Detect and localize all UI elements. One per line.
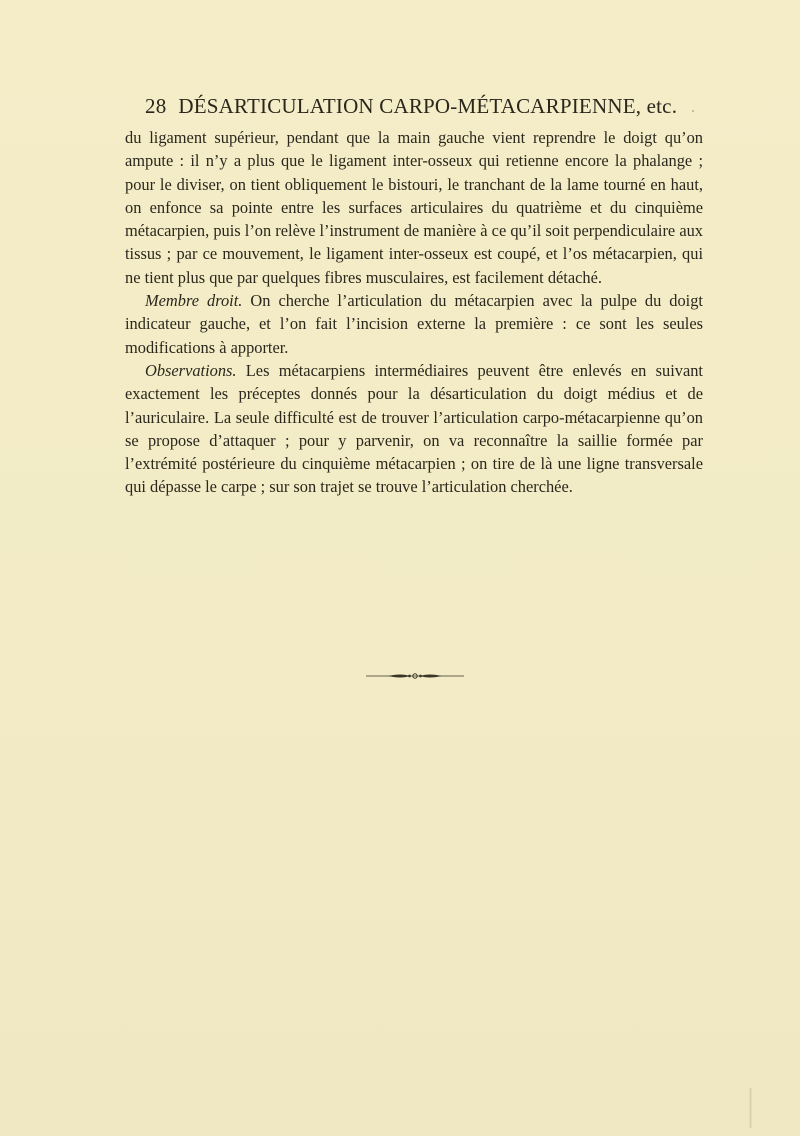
section-end-ornament [366,672,464,680]
running-title: DÉSARTICULATION CARPO-MÉTACARPIENNE, etc. [178,94,678,118]
paragraph-body-observations: Les métacarpiens intermédiaires peuvent être enlevés en suivant exactement les préceptes donnés pour la désarticulation du doigt médius et de l’auriculaire. La seule difficulté est de trouver l’articulation carpo-métacarpienne qu’on se propose d’attaquer ; pour y parvenir, on va reconnaître la saillie formée par l’extrémité postérieure du cinquième métacarpien ; on tire de là une ligne transversale qui dépasse le carpe ; sur son trajet se trouve l’articulation cherchée. [125,360,703,497]
page-number: 28 [145,94,167,118]
paragraph-membre-droit [125,289,703,359]
paragraph-observations [125,359,703,499]
paragraph-lead-observations: Observations. [145,360,237,380]
paragraph-lead-membre-droit: Membre droit. [145,291,243,311]
paragraph-continuation: du ligament supérieur, pendant que la main gauche vient reprendre le doigt qu’on ampute : il n’y a plus que le ligament inter-osseux qui retienne encore la phalange ; pour le diviser, on tient obliquement le bistouri, le tranchant de la lame tourné en haut, on enfonce sa pointe entre les surfaces articulaires du quatrième et du cinquième métacarpien, puis l’on relève l’instrument de manière à ce qu’il soit perpendiculaire aux tissus ; par ce mouvement, le ligament inter-osseux est coupé, et l’os métacarpien, qui ne tient plus que par quelques fibres musculaires, est facilement détaché. [125,128,703,287]
body-text [125,126,703,499]
paper-crease [749,1088,752,1128]
running-header [145,94,678,119]
paragraph-body-membre-droit: On cherche l’articulation du métacarpien avec la pulpe du doigt indicateur gauche, et l’on fait l’incision externe la première : ce sont les seules modifications à apporter. [125,291,703,357]
paper-speck [692,110,694,112]
